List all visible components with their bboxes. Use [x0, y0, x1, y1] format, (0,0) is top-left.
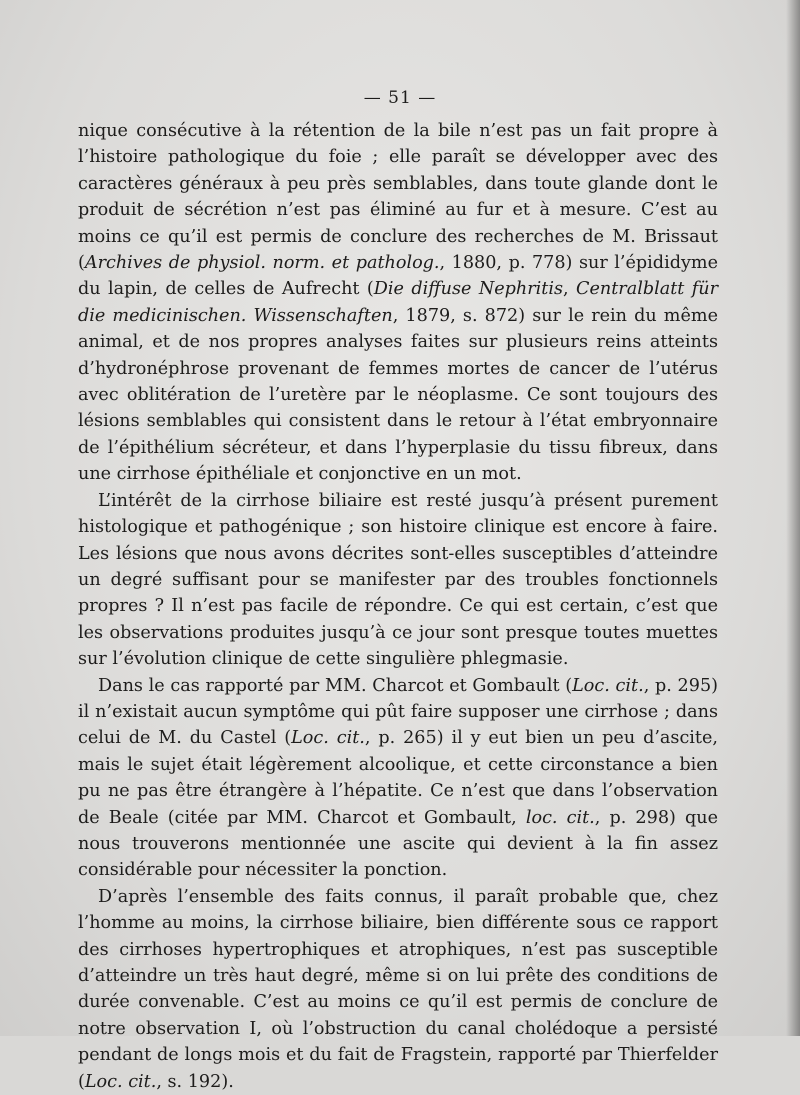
paragraph-3: [78, 673, 718, 884]
page-number: — 51 —: [363, 88, 437, 108]
citation-italic: Die diffuse Nephritis: [373, 279, 564, 300]
citation-italic: loc. cit.: [525, 807, 595, 828]
text-segment: , p. 298) que nous trouverons mentionnée une ascite qui devient à la fin assez considérable pour nécessiter la ponction.: [78, 807, 718, 881]
text-segment: , p. 265) il y eut bien un peu d’ascite, mais le sujet était légèrement alcoolique, et cette circonstance a bien pu ne pas être étrangère à l’hépatite. Ce n’est que dans l’observation de Beale (citée par MM. Charcot et Gombault,: [78, 728, 718, 828]
text-segment: D’après l’ensemble des faits connus, il paraît probable que, chez l’homme au moins, la cirrhose biliaire, bien différente sous ce rapport des cirrhoses hypertrophiques et atrophiques, n’est pas susceptible d’atteindre un très haut degré, même si on lui prête des conditions de durée convenable. C’est au moins ce qu’il est permis de conclure de notre observation I, où l’obstruction du canal cholédoque a persisté pendant de longs mois et du fait de Fragstein, rapporté par Thierfelder (: [78, 886, 718, 1092]
text-segment: , 1879, s. 872) sur le rein du même animal, et de nos propres analyses faites sur plusieurs reins atteints d’hydronéphrose provenant de femmes mortes de cancer de l’utérus avec oblitération de l’uretère par le néoplasme. Ce sont toujours des lésions semblables qui consistent dans le retour à l’état embryonnaire de l’épithélium sécréteur, et dans l’hyperplasie du tissu fibreux, dans une cirrhose épithéliale et conjonctive en un mot.: [78, 305, 718, 485]
citation-italic: Loc. cit.: [84, 1071, 157, 1092]
text-segment: ,: [563, 279, 577, 300]
body-text: [78, 118, 718, 1095]
citation-italic: Centralblatt für die medicinischen. Wissenschaften: [78, 279, 718, 326]
paragraph-4: [78, 884, 718, 1095]
text-segment: nique consécutive à la rétention de la bile n’est pas un fait propre à l’histoire pathologique du foie ; elle paraît se développer avec des caractères généraux à peu près semblables, dans toute glande dont le produit de sécrétion n’est pas éliminé au fur et à mesure. C’est au moins ce qu’il est permis de conclure des recherches de M. Brissaut (: [78, 121, 718, 274]
paragraph-1: [78, 118, 718, 488]
page-edge-shadow: [786, 0, 800, 1036]
citation-italic: Loc. cit.: [291, 728, 365, 749]
text-segment: , 1880, p. 778) sur l’épididyme du lapin, de celles de Aufrecht (: [78, 253, 718, 300]
paragraph-2: [78, 488, 718, 673]
text-segment: Dans le cas rapporté par MM. Charcot et Gombault (: [98, 675, 573, 696]
text-segment: L’intérêt de la cirrhose biliaire est resté jusqu’à présent purement histologique et pathogénique ; son histoire clinique est encore à faire. Les lésions que nous avons décrites sont-elles susceptibles d’atteindre un degré suffisant pour se manifester par des troubles fonctionnels propres ? Il n’est pas facile de répondre. Ce qui est certain, c’est que les observations produites jusqu’à ce jour sont presque toutes muettes sur l’évolution clinique de cette singulière phlegmasie.: [78, 490, 718, 670]
citation-italic: Archives de physiol. norm. et patholog.: [84, 253, 440, 274]
text-segment: , p. 295) il n’existait aucun symptôme qui pût faire supposer une cirrhose ; dans celui de M. du Castel (: [78, 675, 718, 749]
citation-italic: Loc. cit.: [572, 675, 644, 696]
text-segment: , s. 192).: [156, 1071, 234, 1092]
